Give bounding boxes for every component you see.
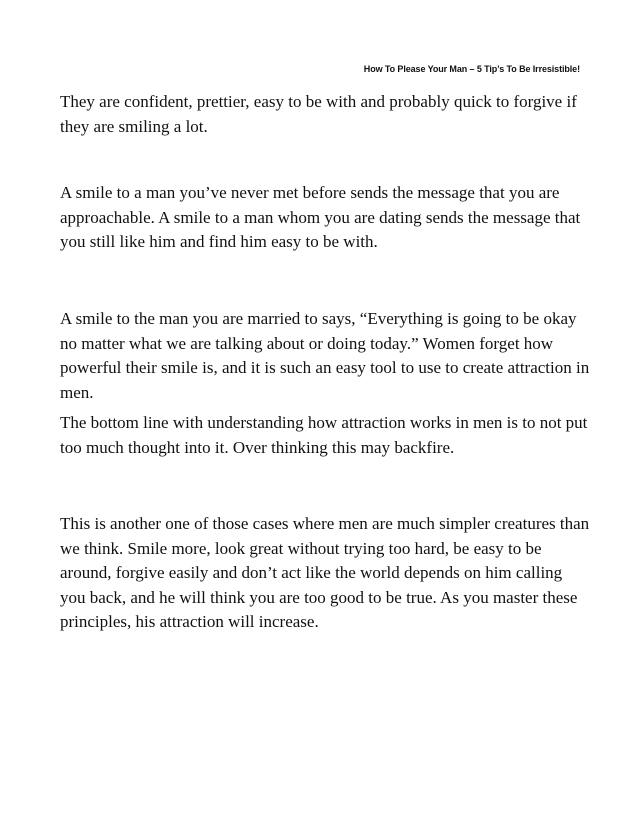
- paragraph-bottom-line: [60, 411, 590, 460]
- paragraph-simpler-creatures: [60, 512, 590, 635]
- running-header: How To Please Your Man – 5 Tip’s To Be Irresistible!: [363, 64, 580, 74]
- paragraph-smile-message: [60, 181, 590, 255]
- paragraph-text: A smile to the man you are married to says, “Everything is going to be okay no matter what we are talking about or doing today.” Women forget how powerful their smile is, and it is such an easy tool to use to create attraction in men.: [60, 309, 590, 402]
- paragraph-confidence: [60, 90, 590, 139]
- paragraph-text: This is another one of those cases where men are much simpler creatures than we think. Smile more, look great without trying too hard, be easy to be around, forgive easily and don’t act like the world depends on him calling you back, and he will think you are too good to be true. As you master these principles, his attraction will increase.: [60, 514, 590, 631]
- paragraph-married: [60, 307, 590, 405]
- paragraph-text: A smile to a man you’ve never met before sends the message that you are approachable. A smile to a man whom you are dating sends the message that you still like him and find him easy to be with.: [60, 183, 581, 251]
- paragraph-text: They are confident, prettier, easy to be with and probably quick to forgive if they are smiling a lot.: [60, 92, 577, 136]
- paragraph-text: The bottom line with understanding how attraction works in men is to not put too much thought into it. Over thinking this may backfire.: [60, 413, 588, 457]
